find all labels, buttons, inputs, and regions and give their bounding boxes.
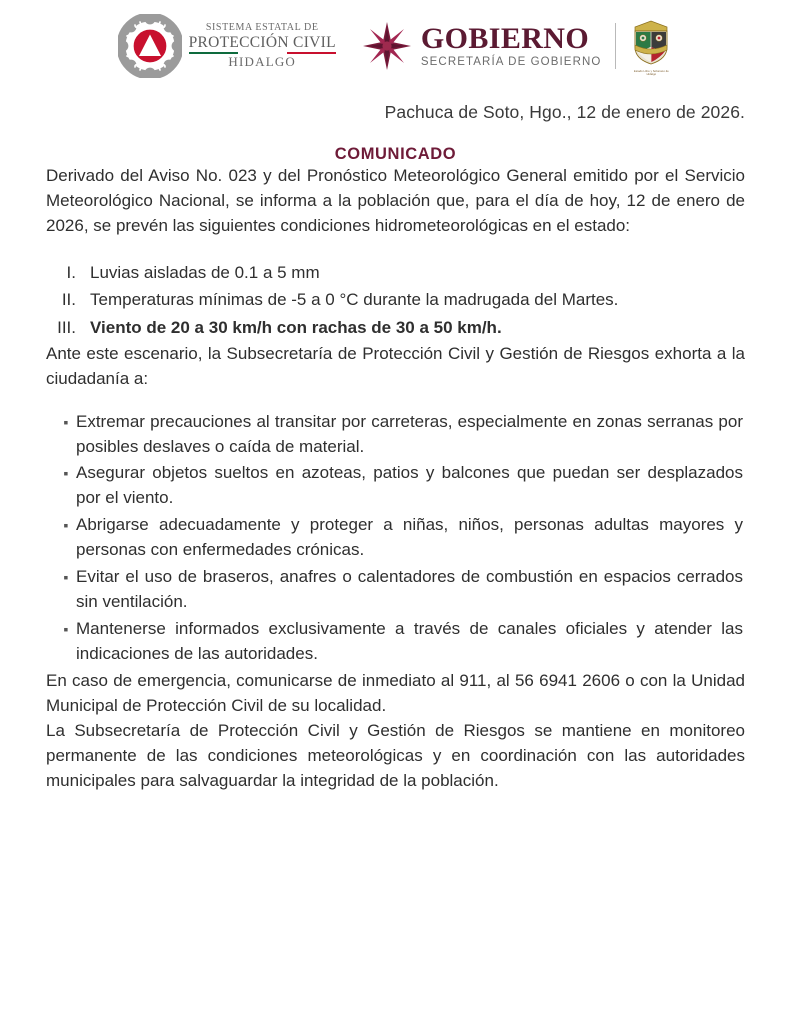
list-item: [46, 565, 745, 615]
list-item: [46, 617, 745, 667]
list-item-numeral: II.: [61, 290, 76, 310]
list-item-numeral: III.: [57, 318, 76, 338]
gobierno-wordmark: [420, 21, 602, 69]
list-item-text: Extremar precauciones al transitar por carreteras, especialmente en zonas serranas por posibles deslaves o caída de material.: [76, 411, 743, 456]
list-item: [46, 410, 745, 460]
exhorta-paragraph: Ante este escenario, la Subsecretaría de Protección Civil y Gestión de Riesgos exhorta a la ciudadanía a:: [46, 343, 745, 388]
closing-paragraph: La Subsecretaría de Protección Civil y Gestión de Riesgos se mantiene en monitoreo permanente de las condiciones meteorológicas y en coordinación con las autoridades municipales para salvaguardar la integridad de la población.: [46, 721, 745, 791]
conditions-list: [46, 259, 745, 342]
proteccion-civil-logo: [118, 14, 336, 78]
list-item: [46, 286, 745, 314]
document-header: [0, 0, 791, 80]
list-item: [46, 513, 745, 563]
hidalgo-seal-caption: Estado Libre y Soberano de Hidalgo: [634, 69, 669, 76]
bullet-icon: ▪: [63, 465, 69, 482]
emergency-paragraph: En caso de emergencia, comunicarse de inmediato al 911, al 56 6941 2606 o con la Unidad Municipal de Protección Civil de su localidad.: [46, 671, 745, 716]
bullet-icon: ▪: [63, 413, 69, 430]
list-item-numeral: I.: [66, 262, 76, 282]
list-item-text: Temperaturas mínimas de -5 a 0 °C durante la madrugada del Martes.: [90, 290, 619, 310]
intro-paragraph: Derivado del Aviso No. 023 y del Pronóstico Meteorológico General emitido por el Servicio Meteorológico Nacional, se informa a la población que, para el día de hoy, 12 de enero de 2026, se prevén las siguientes condiciones hidrometeorológicas en el estado:: [46, 166, 745, 235]
pc-line-proteccion-civil: PROTECCIÓN CIVIL: [188, 33, 336, 51]
bullet-icon: ▪: [63, 569, 69, 586]
bullet-icon: ▪: [63, 621, 69, 638]
list-item-text: Viento de 20 a 30 km/h con rachas de 30 a 50 km/h.: [90, 318, 502, 338]
list-item-text: Mantenerse informados exclusivamente a través de canales oficiales y atender las indicaciones de las autoridades.: [76, 619, 743, 664]
list-item-text: Luvias aisladas de 0.1 a 5 mm: [90, 262, 320, 282]
hidalgo-state-coat-of-arms-icon: [629, 17, 673, 75]
pc-line-hidalgo: HIDALGO: [228, 54, 297, 70]
gobierno-title: GOBIERNO: [420, 21, 590, 55]
bullet-icon: ▪: [63, 517, 69, 534]
list-item-text: Asegurar objetos sueltos en azoteas, patios y balcones que puedan ser desplazados por el viento.: [76, 463, 743, 508]
gobierno-subtitle: SECRETARÍA DE GOBIERNO: [420, 55, 602, 68]
page-title: COMUNICADO: [334, 145, 457, 163]
list-item: [46, 259, 745, 287]
dateline: Pachuca de Soto, Hgo., 12 de enero de 2026.: [384, 102, 745, 122]
gobierno-eight-point-star-icon: [362, 21, 412, 71]
list-item: [46, 314, 745, 342]
recommendations-list: [46, 410, 745, 668]
list-item-text: Evitar el uso de braseros, anafres o calentadores de combustión en espacios cerrados sin ventilación.: [76, 567, 743, 612]
list-item-text: Abrigarse adecuadamente y proteger a niñas, niños, personas adultas mayores y personas con enfermedades crónicas.: [76, 515, 743, 560]
proteccion-civil-wordmark: [189, 23, 336, 69]
list-item: [46, 461, 745, 511]
pc-line-sistema-estatal: SISTEMA ESTATAL DE: [205, 22, 319, 34]
proteccion-civil-triangle-emblem-icon: [118, 14, 182, 78]
header-divider: [615, 23, 616, 69]
document-body: [0, 102, 791, 794]
gobierno-logo: [362, 21, 602, 71]
